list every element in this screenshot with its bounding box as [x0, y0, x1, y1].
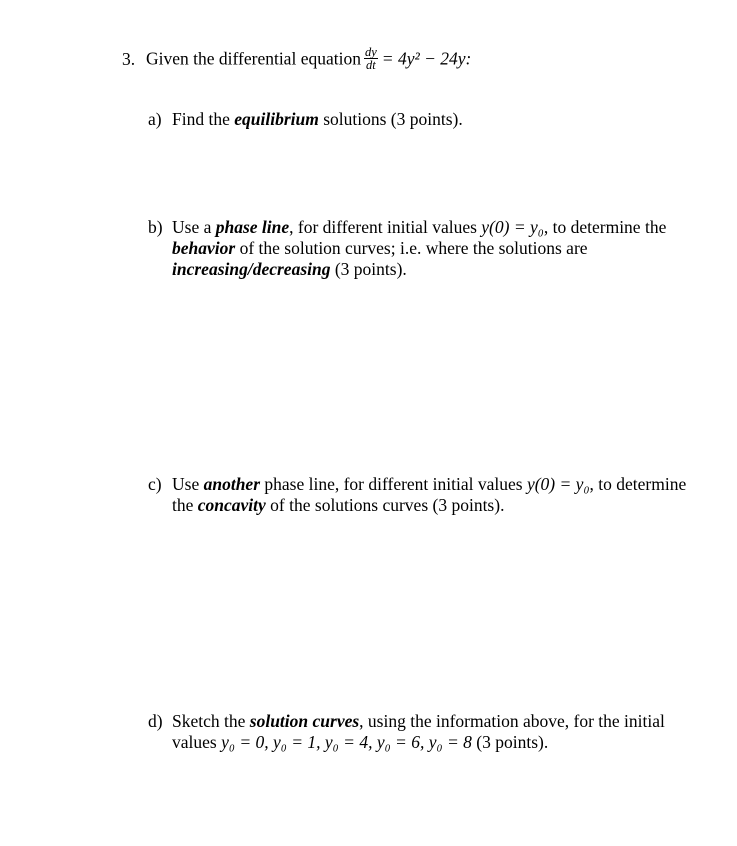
part-c-text-3: , to determine the	[172, 474, 687, 515]
part-b-text-1: Use a	[172, 217, 216, 237]
part-b-text-4: of the solution curves; i.e. where the solutions are	[235, 238, 588, 258]
derivative-numerator: dy	[364, 45, 377, 59]
part-c-text-4: of the solutions curves (3 points).	[265, 495, 505, 515]
part-b-text	[172, 217, 693, 280]
part-d-text-1: Sketch the	[172, 711, 250, 731]
derivative-denominator: dt	[365, 58, 376, 72]
part-d	[148, 711, 693, 753]
part-c-math: y(0) = y₀	[526, 474, 590, 494]
part-a-label: a)	[148, 109, 162, 129]
part-c-text-2: phase line, for different initial values	[260, 474, 527, 494]
part-d-label: d)	[148, 711, 163, 731]
part-b-label: b)	[148, 217, 163, 237]
part-a	[148, 109, 693, 130]
part-d-emphasis: solution curves	[249, 711, 360, 731]
part-a-emphasis: equilibrium	[234, 109, 319, 129]
part-b-emphasis-1: phase line	[215, 217, 290, 237]
question-header	[122, 45, 472, 73]
part-b-math: y(0) = y₀	[481, 217, 544, 237]
part-c	[148, 474, 693, 516]
part-c-text	[172, 474, 693, 516]
part-a-text-2: solutions (3 points).	[318, 109, 463, 129]
part-d-text-3: (3 points).	[471, 732, 549, 752]
part-d-text	[172, 711, 693, 753]
part-c-text-1: Use	[172, 474, 204, 494]
question-number: 3.	[122, 48, 136, 69]
part-b-text-3: , to determine the	[543, 217, 667, 237]
part-a-text	[172, 109, 693, 130]
equation-rhs: = 4y² − 24y:	[381, 48, 472, 69]
part-c-label: c)	[148, 474, 162, 494]
part-c-emphasis-1: another	[203, 474, 260, 494]
part-a-text-1: Find the	[172, 109, 235, 129]
part-b-text-2: , for different initial values	[289, 217, 482, 237]
question-intro: Given the differential equation	[146, 48, 361, 69]
part-b-text-5: (3 points).	[330, 259, 407, 279]
part-b-emphasis-3: increasing/decreasing	[172, 259, 331, 279]
part-b-emphasis-2: behavior	[172, 238, 236, 258]
part-b	[148, 217, 693, 280]
part-c-emphasis-2: concavity	[197, 495, 266, 515]
derivative-fraction	[364, 46, 378, 71]
part-d-math: y₀ = 0, y₀ = 1, y₀ = 4, y₀ = 6, y₀ = 8	[221, 732, 472, 752]
part-d-text-2: , using the information above, for the initial values	[172, 711, 665, 752]
